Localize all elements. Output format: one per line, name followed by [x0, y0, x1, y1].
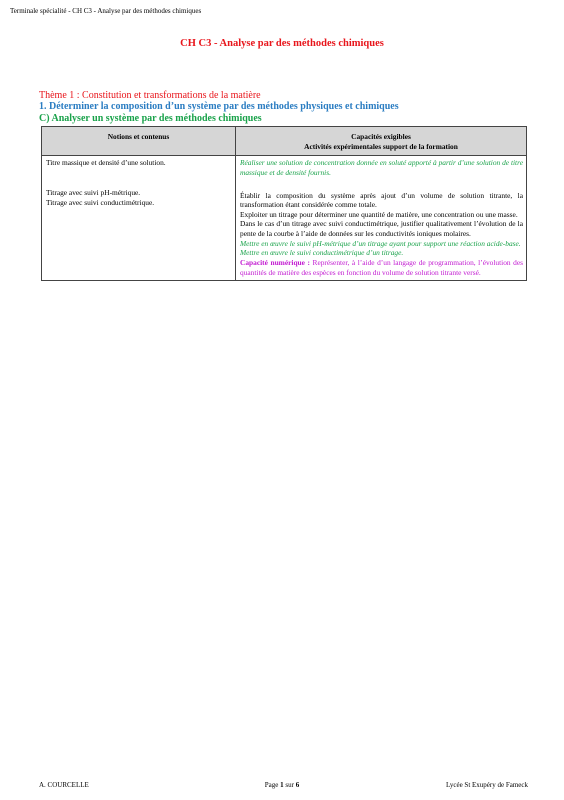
page-title: CH C3 - Analyse par des méthodes chimiques — [180, 38, 384, 49]
table-header-row — [42, 127, 527, 156]
notion-item: Titre massique et densité d’une solution. — [46, 158, 166, 168]
numeric-capacity-label: Capacité numérique : — [240, 257, 310, 267]
header-notions-label: Notions et contenus — [107, 132, 170, 141]
notion-item: Titrage avec suivi pH-métrique. — [46, 187, 141, 197]
capacity-item: Exploiter un titrage pour déterminer une quantité de matière, une concentration ou une masse. — [240, 209, 518, 219]
page-number: 1 — [280, 781, 284, 789]
notion-item: Titrage avec suivi conductimétrique. — [46, 197, 155, 207]
page-total: 6 — [295, 781, 300, 789]
footer-author: A. COURCELLE — [39, 781, 89, 789]
capacites-cell — [236, 156, 527, 281]
capacity-green: Mettre en œuvre le suivi conductimétrique d’un titrage. — [240, 248, 404, 258]
running-header: Terminale spécialité - CH C3 - Analyse par des méthodes chimiques — [10, 7, 202, 15]
capacity-item: Établir la composition du système après ajout d’un volume de solution titrante, la transformation étant considérée comme totale. — [240, 190, 523, 210]
subheading-1: 1. Déterminer la composition d’un système par des méthodes physiques et chimiques — [39, 101, 399, 112]
header-capacites — [236, 127, 527, 156]
numeric-capacity-text: Représenter, à l’aide d’un langage de programmation, l’évolution des quantités de matière des espèces en fonction du volume de solution titrante versé. — [240, 257, 524, 277]
capacity-item: Dans le cas d’un titrage avec suivi conductimétrique, justifier qualitativement l’évolution de la pente de la courbe à l’aide de données sur les conductivités ioniques molaires. — [240, 219, 523, 238]
table-row — [42, 156, 527, 281]
numeric-capacity — [240, 258, 523, 277]
subheading-2: C) Analyser un système par des méthodes chimiques — [39, 113, 262, 124]
capacity-green: Réaliser une solution de concentration donnée en soluté apporté à partir d’une solution de titre massique et de densité fournis. — [240, 158, 523, 177]
header-capacites-line1: Capacités exigibles — [351, 132, 411, 141]
footer-school: Lycée St Exupéry de Fameck — [445, 781, 528, 789]
page-mid: sur — [283, 781, 296, 789]
header-capacites-line2: Activités expérimentales support de la formation — [304, 141, 458, 151]
capacity-green: Mettre en œuvre le suivi pH-métrique d’un titrage ayant pour support une réaction acide-base. — [240, 238, 521, 248]
theme-heading: Thème 1 : Constitution et transformations de la matière — [39, 90, 261, 101]
page-prefix: Page — [264, 781, 281, 789]
program-table — [41, 126, 527, 281]
header-notions — [42, 127, 236, 156]
notions-cell — [42, 156, 236, 281]
